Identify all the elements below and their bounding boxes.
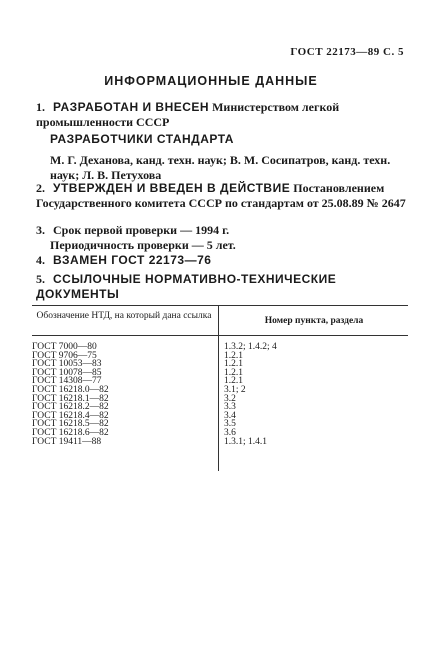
item-text: Постановлением Государственного комитета СССР по стандартам от 25.08.89 № 2647 [36,181,406,210]
developers-heading-block [36,132,406,147]
table-cell-clause: 3.4 [224,410,236,421]
table-cell-document: ГОСТ 16218.2—82 [32,402,109,413]
table-cell-clause: 3.6 [224,427,236,438]
item-caps-label: УТВЕРЖДЕН И ВВЕДЕН В ДЕЙСТВИЕ [53,181,291,195]
table-top-rule [32,305,408,306]
table-cell-clause: 1.3.1; 1.4.1 [224,436,268,447]
table-cell-clause: 3.2 [224,393,236,404]
item-3 [36,223,406,253]
item-number: 5. [36,272,45,286]
developers-list-block [36,153,406,183]
item-text: Министерством легкой промышленности СССР [36,100,340,129]
table-cell-clause: 1.2.1 [224,367,243,378]
table-cell-document: ГОСТ 7000—80 [32,342,97,352]
page-header: ГОСТ 22173—89 С. 5 [290,46,404,58]
table-cell-clause: 1.2.1 [224,350,243,361]
table-cell-clause: 3.3 [224,402,236,413]
item-caps-label: ССЫЛОЧНЫЕ НОРМАТИВНО-ТЕХНИЧЕСКИЕ ДОКУМЕНТЫ [36,272,337,301]
item-number: 1. [36,100,45,114]
developers-heading: РАЗРАБОТЧИКИ СТАНДАРТА [50,132,234,146]
item-5 [36,272,406,302]
table-cell-clause: 3.5 [224,419,236,430]
item-number: 2. [36,181,45,195]
table-cell-document: ГОСТ 16218.5—82 [32,419,109,430]
item-caps-label: РАЗРАБОТАН И ВНЕСЕН [53,100,210,114]
table-cell-clause: 1.2.1 [224,359,243,370]
item-number: 3. [36,223,45,237]
developers-list: М. Г. Деханова, канд. техн. наук; В. М. Сосипатров, канд. техн. наук; Л. В. Петухова [50,153,391,182]
item-line-2: Периодичность проверки — 5 лет. [50,238,236,252]
table-header-divider [218,305,219,335]
table-cell-document: ГОСТ 10053—83 [32,359,102,370]
page-title: ИНФОРМАЦИОННЫЕ ДАННЫЕ [104,74,318,88]
table-cell-document: ГОСТ 16218.1—82 [32,393,109,404]
table-cell-document: ГОСТ 9706—75 [32,350,97,361]
table-cell-document: ГОСТ 10078—85 [32,367,102,378]
table-cell-document: ГОСТ 16218.6—82 [32,427,109,438]
item-1 [36,100,406,130]
table-body [32,343,408,446]
table-cell-document: ГОСТ 16218.4—82 [32,410,109,421]
table-cell-clause: 1.3.2; 1.4.2; 4 [224,342,277,352]
table-cell-document: ГОСТ 14308—77 [32,376,102,387]
table-row [32,438,408,447]
item-2 [36,181,406,211]
table-cell-clause: 3.1; 2 [224,384,246,395]
item-caps-label: ВЗАМЕН ГОСТ 22173—76 [53,253,212,267]
table-column-divider [218,335,219,471]
item-number: 4. [36,253,45,267]
table-cell-clause: 1.2.1 [224,376,243,387]
table-cell-document: ГОСТ 16218.0—82 [32,384,109,395]
item-line-1: Срок первой проверки — 1994 г. [53,223,230,237]
table-col2-header: Номер пункта, раздела [264,316,364,326]
table-col1-header: Обозначение НТД, на который дана ссылка [36,311,212,321]
table-header-rule [32,335,408,336]
table-cell-document: ГОСТ 19411—88 [32,436,102,447]
item-4 [36,253,406,268]
